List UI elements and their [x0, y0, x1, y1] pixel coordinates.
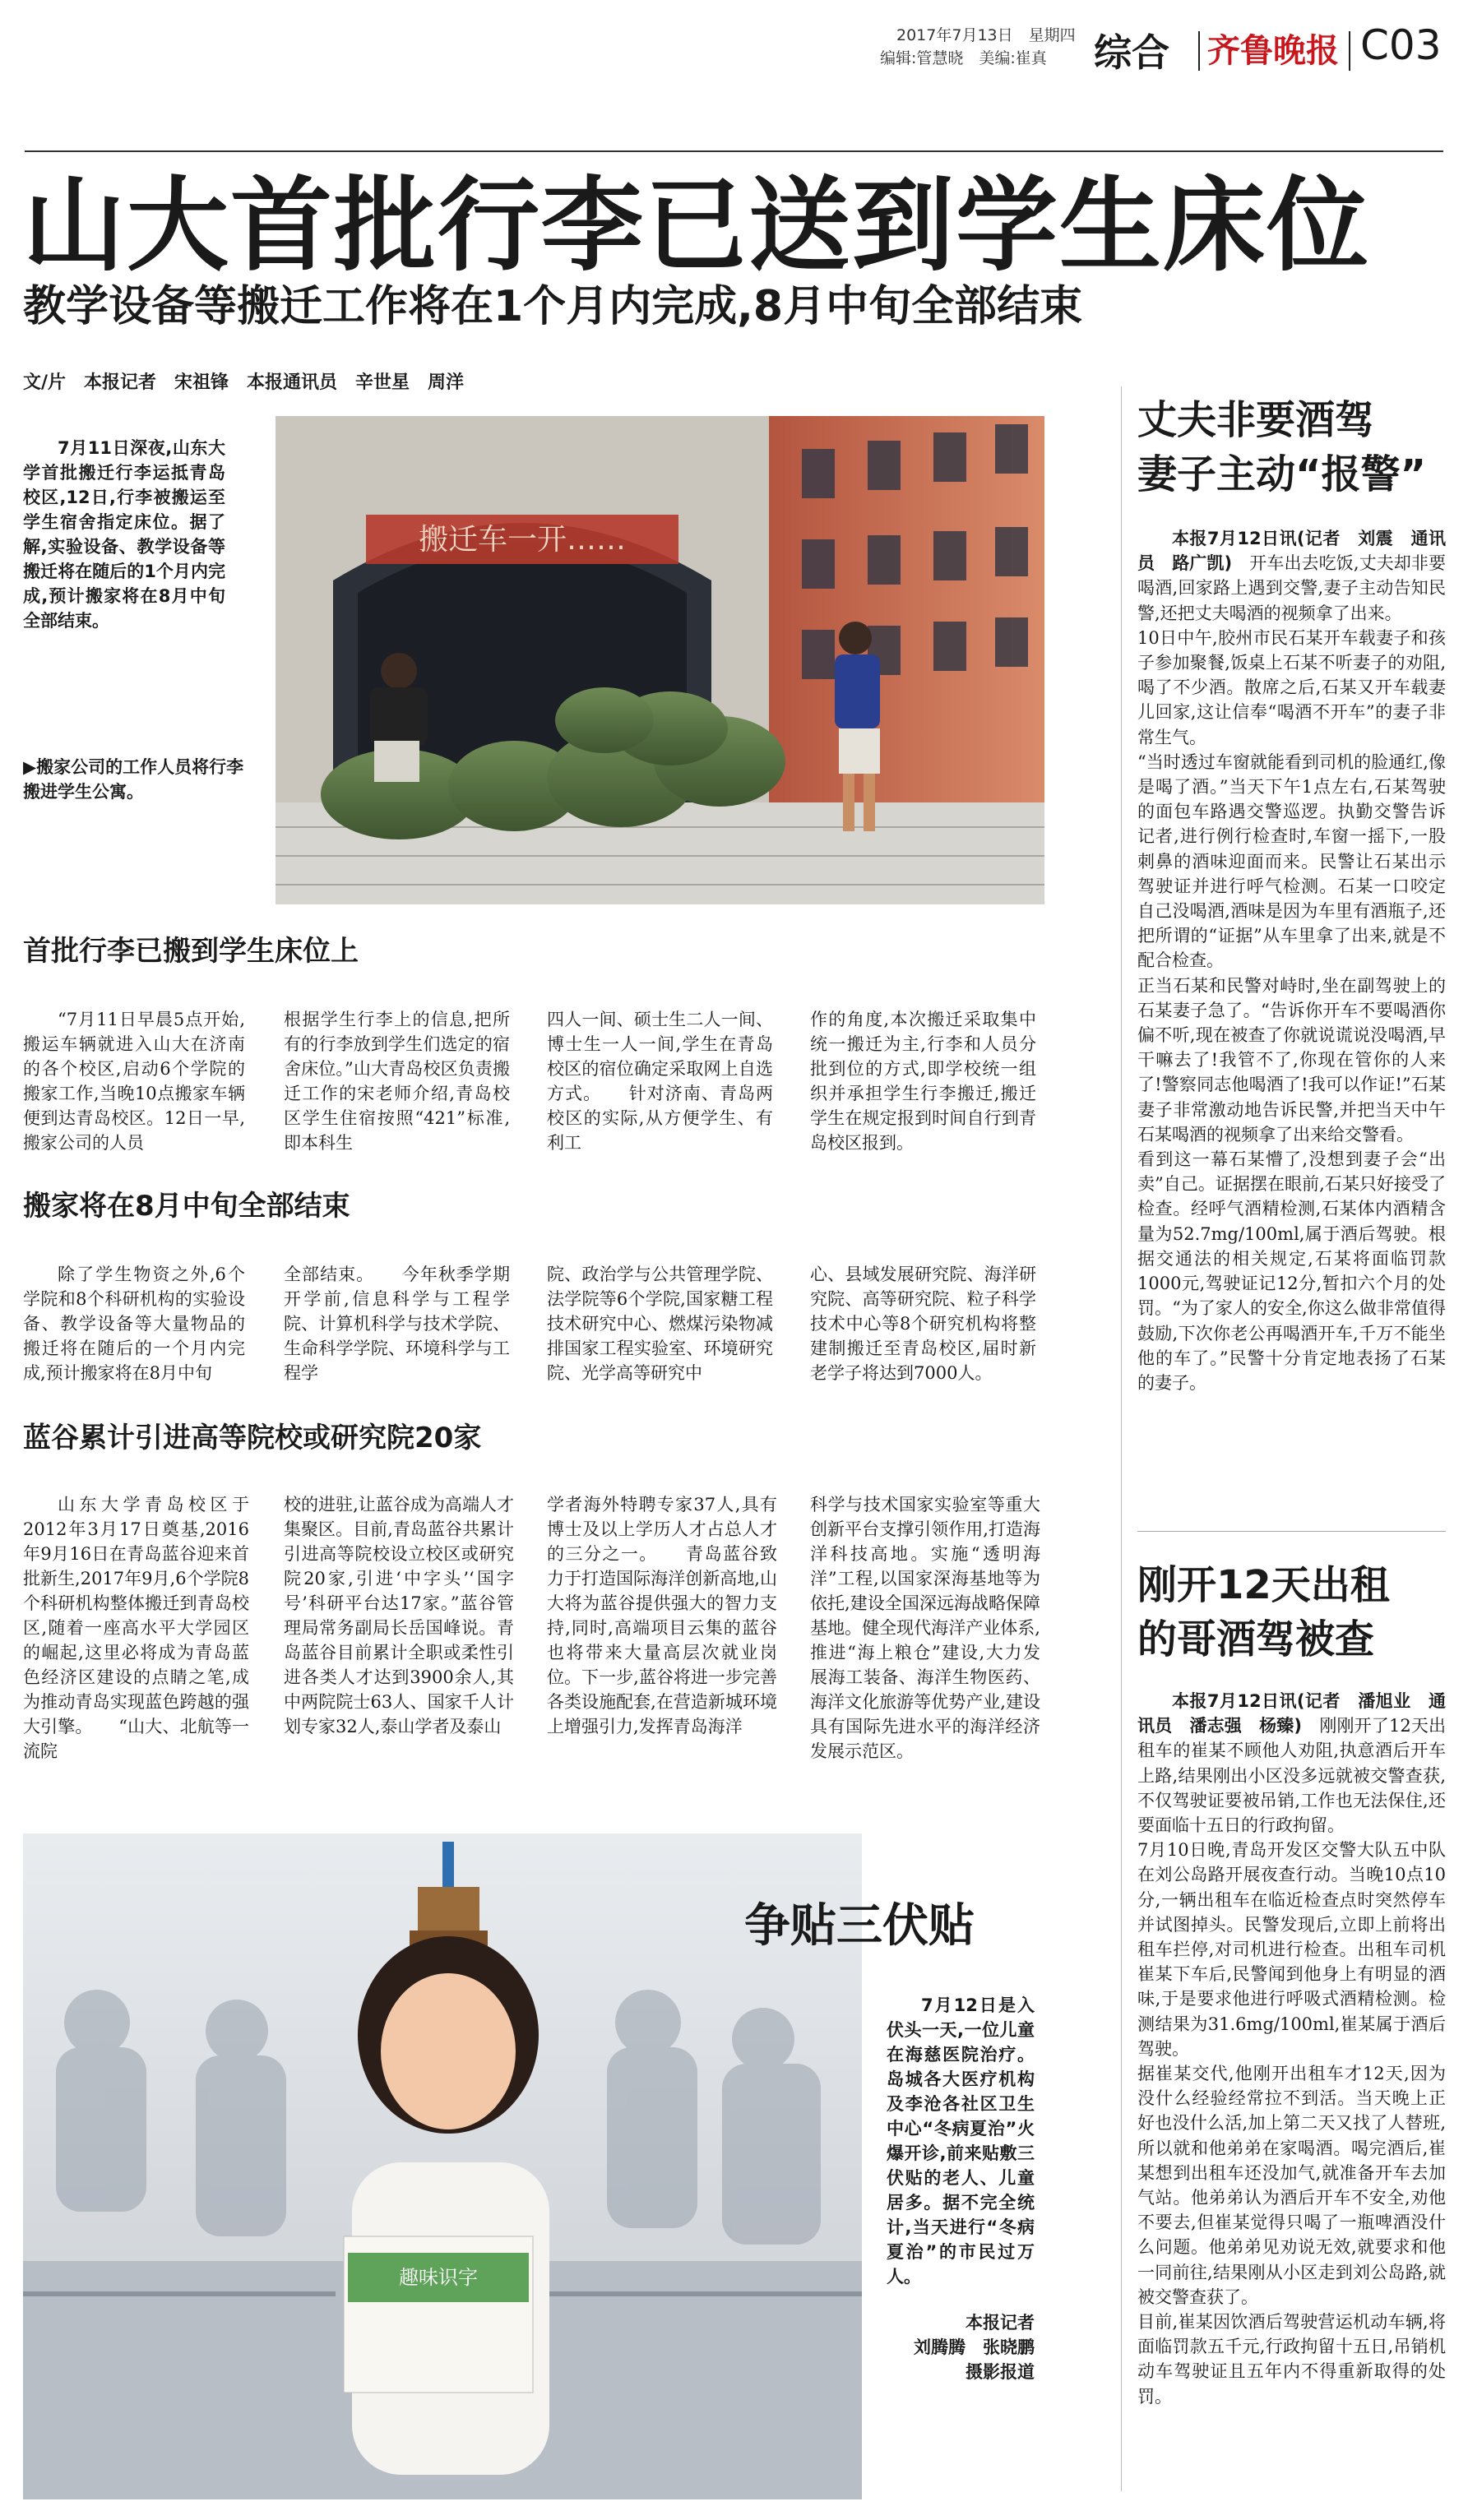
article-column: 心、县域发展研究院、海洋研究院、高等研究院、粒子科学技术中心等8个研究机构将整建制搬迁至青岛校区,届时新老学子将达到7000人。	[810, 1265, 1036, 1383]
moving-scene-illustration	[276, 416, 1044, 904]
section-name: 综合	[1094, 30, 1169, 75]
sidebar-story-title: 刚开12天出租 的哥酒驾被查	[1137, 1562, 1390, 1662]
sidebar-story-title: 丈夫非要酒驾 妻子主动“报警”	[1137, 397, 1427, 497]
editors-line: 编辑:管慧晓 美编:崔真	[880, 49, 1047, 67]
moving-photo	[276, 416, 1044, 904]
sidebar-story-body	[1137, 526, 1446, 1492]
main-headline: 山大首批行李已送到学生床位	[23, 167, 1371, 285]
banner-text: 搬迁车一开……	[418, 523, 627, 557]
newspaper-logo: 齐鲁晚报	[1207, 32, 1339, 70]
book	[344, 2236, 533, 2393]
clinic-scene-illustration	[23, 1833, 862, 2499]
photo-title: 争贴三伏贴	[744, 1899, 975, 1953]
book-title: 趣味识字	[399, 2266, 478, 2289]
article-column: 院、政治学与公共管理学院、法学院等6个学院,国家糖工程技术研究中心、燃煤污染物减排国家工程实验室、环境研究院、光学高等研究中	[547, 1265, 773, 1383]
article-column: 根据学生行李上的信息,把所有的行李放到学生们选定的宿舍床位。”山大青岛校区负责搬迁工作的宋老师介绍,青岛校区学生住宿按照“421”标准,即本科生	[284, 1010, 510, 1153]
photo-caption: ▶搬家公司的工作人员将行李搬进学生公寓。	[23, 757, 244, 802]
story-lead: 本报7月12日讯(记者 潘旭业 通讯员 潘志强 杨臻)	[1137, 1691, 1446, 1736]
issue-date: 2017年7月13日 星期四	[896, 26, 1076, 44]
header-rule	[25, 150, 1443, 152]
story-lead: 本报7月12日讯(记者 刘震 通讯员 路广凯)	[1137, 529, 1446, 574]
byline: 文/片 本报记者 宋祖锋 本报通讯员 辛世星 周洋	[23, 372, 465, 393]
main-subheadline: 教学设备等搬迁工作将在1个月内完成,8月中旬全部结束	[23, 282, 1083, 331]
column-divider	[1121, 386, 1122, 2491]
photo-credit: 本报记者 刘腾腾 张晓鹏 摄影报道	[914, 2313, 1035, 2382]
section-heading: 搬家将在8月中旬全部结束	[23, 1190, 350, 1223]
story-text: 开车出去吃饭,丈夫却非要喝酒,回家路上遇到交警,妻子主动告知民警,还把丈夫喝酒的视频拿了出来。 10日中午,胶州市民石某开车载妻子和孩子参加聚餐,饭桌上石某不听妻子的劝阻,喝了不少酒。散席之后,石某又开车载妻儿回家,这让信奉“喝酒不开车”的妻子非常生气。 “当时透过车窗就能看到司机的脸通红,像是喝了酒。”当天下午1点左右,石某驾驶的面包车路遇交警巡逻。执勤交警告诉记者,进行例行检查时,车窗一摇下,一股刺鼻的酒味迎面而来。民警让石某出示驾驶证并进行呼气检测。石某一口咬定自己没喝酒,酒味是因为车里有酒瓶子,还把所谓的“证据”从车里拿了出来,就是不配合检查。 正当石某和民警对峙时,坐在副驾驶上的石某妻子急了。“告诉你开车不要喝酒你偏不听,现在被查了你就说谎说没喝酒,早干嘛去了!我管不了,你现在管你的人来了!警察同志他喝酒了!我可以作证!”石某妻子非常激动地告诉民警,并把当天中午石某喝酒的视频拿了出来给交警看。 看到这一幕石某懵了,没想到妻子会“出卖”自己。证据摆在眼前,石某只好接受了检查。经呼气酒精检测,石某体内酒精含量为52.7mg/100ml,属于酒后驾驶。根据交通法的相关规定,石某将面临罚款1000元,驾驶证记12分,暂扣六个月的处罚。“为了家人的安全,你这么做非常值得鼓励,下次你老公再喝酒开车,千万不能坐他的车了。”民警十分肯定地表扬了石某的妻子。	[1137, 553, 1446, 1393]
article-column: “7月11日早晨5点开始,搬运车辆就进入山大在济南的各个校区,启动6个学院的搬家工作,当晚10点搬家车辆便到达青岛校区。12日一早,搬家公司的人员	[23, 1010, 245, 1153]
moxibustion-photo	[23, 1833, 862, 2499]
article-column: 四人一间、硕士生二人一间、博士生一人一间,学生在青岛校区的宿位确定采取网上自选方式。 针对济南、青岛两校区的实际,从方便学生、有利工	[547, 1010, 773, 1153]
story-divider	[1137, 1531, 1446, 1532]
page-number: C03	[1360, 21, 1442, 69]
article-column: 除了学生物资之外,6个学院和8个科研机构的实验设备、教学设备等大量物品的搬迁将在随后的一个月内完成,预计搬家将在8月中旬	[23, 1265, 245, 1383]
photo-caption: 7月12日是入伏头一天,一位儿童在海慈医院治疗。岛城各大医疗机构及李沧各社区卫生中心“冬病夏治”火爆开诊,前来贴敷三伏贴的老人、儿童居多。据不完全统计,当天进行“冬病夏治”的市民过万人。	[887, 1995, 1035, 2286]
header-divider	[1198, 31, 1200, 71]
article-column: 科学与技术国家实验室等重大创新平台支撑引领作用,打造海洋科技高地。实施“透明海洋”工程,以国家深海基地等为依托,建设全国深远海战略保障基地。健全现代海洋产业体系,推进“海上粮仓”建设,大力发展海工装备、海洋生物医药、海洋文化旅游等优势产业,建设具有国际先进水平的海洋经济发展示范区。	[810, 1495, 1040, 1761]
article-column: 山东大学青岛校区于2012年3月17日奠基,2016年9月16日在青岛蓝谷迎来首批新生,2017年9月,6个学院8个科研机构整体搬迁到青岛校区,随着一座高水平大学园区的崛起,这里必将成为青岛蓝色经济区建设的点睛之笔,成为推动青岛实现蓝色跨越的强大引擎。 “山大、北航等一流院	[23, 1495, 249, 1761]
story-text: 刚刚开了12天出租车的崔某不顾他人劝阻,执意酒后开车上路,结果刚出小区没多远就被交警查获,不仅驾驶证要被吊销,工作也无法保住,还要面临十五日的行政拘留。 7月10日晚,青岛开发区交警大队五中队在刘公岛路开展夜查行动。当晚10点10分,一辆出租车在临近检查点时突然停车并试图掉头。民警发现后,立即上前将出租车拦停,对司机进行检查。出租车司机崔某下车后,民警闻到他身上有明显的酒味,于是要求他进行呼吸式酒精检测。检测结果为31.6mg/100ml,崔某属于酒后驾驶。 据崔某交代,他刚开出租车才12天,因为没什么经验经常拉不到活。当天晚上正好也没什么活,加上第二天又找了人替班,所以就和他弟弟在家喝酒。喝完酒后,崔某想到出租车还没加气,就准备开车去加气站。他弟弟认为酒后开车不安全,劝他不要去,但崔某觉得只喝了一瓶啤酒没什么问题。他弟弟见劝说无效,就要求和他一同前往,结果刚从小区走到刘公岛路,就被交警查获了。 目前,崔某因饮酒后驾驶营运机动车辆,将面临罚款五千元,行政拘留十五日,吊销机动车驾驶证且五年内不得重新取得的处罚。	[1137, 1716, 1446, 2407]
photo-intro-text: 7月11日深夜,山东大学首批搬迁行李运抵青岛校区,12日,行李被搬运至学生宿舍指定床位。据了解,实验设备、教学设备等搬迁将在随后的1个月内完成,预计搬家将在8月中旬全部结束。	[23, 438, 225, 631]
article-column: 全部结束。 今年秋季学期开学前,信息科学与工程学院、计算机科学与技术学院、生命科学学院、环境科学与工程学	[284, 1265, 510, 1383]
section-heading: 蓝谷累计引进高等院校或研究院20家	[23, 1422, 482, 1454]
section-heading: 首批行李已搬到学生床位上	[23, 935, 359, 968]
header-divider	[1349, 31, 1350, 71]
article-column: 校的进驻,让蓝谷成为高端人才集聚区。目前,青岛蓝谷共累计引进高等院校设立校区或研究院20家,引进‘中字头’‘国字号’科研平台达17家。”蓝谷管理局常务副局长岳国峰说。青岛蓝谷目前累计全职或柔性引进各类人才达到3900余人,其中两院院士63人、国家千人计划专家32人,泰山学者及泰山	[284, 1495, 514, 1736]
sidebar-story-body	[1137, 1689, 1446, 2499]
article-column: 学者海外特聘专家37人,具有博士及以上学历人才占总人才的三分之一。 青岛蓝谷致力于打造国际海洋创新高地,山大将为蓝谷提供强大的智力支持,同时,高端项目云集的蓝谷也将带来大量高层次就业岗位。下一步,蓝谷将进一步完善各类设施配套,在营造新城环境上增强引力,发挥青岛海洋	[547, 1495, 777, 1736]
article-column: 作的角度,本次搬迁采取集中统一搬迁为主,行李和人员分批到位的方式,即学校统一组织并承担学生行李搬迁,搬迁学生在规定报到时间自行到青岛校区报到。	[810, 1010, 1036, 1153]
